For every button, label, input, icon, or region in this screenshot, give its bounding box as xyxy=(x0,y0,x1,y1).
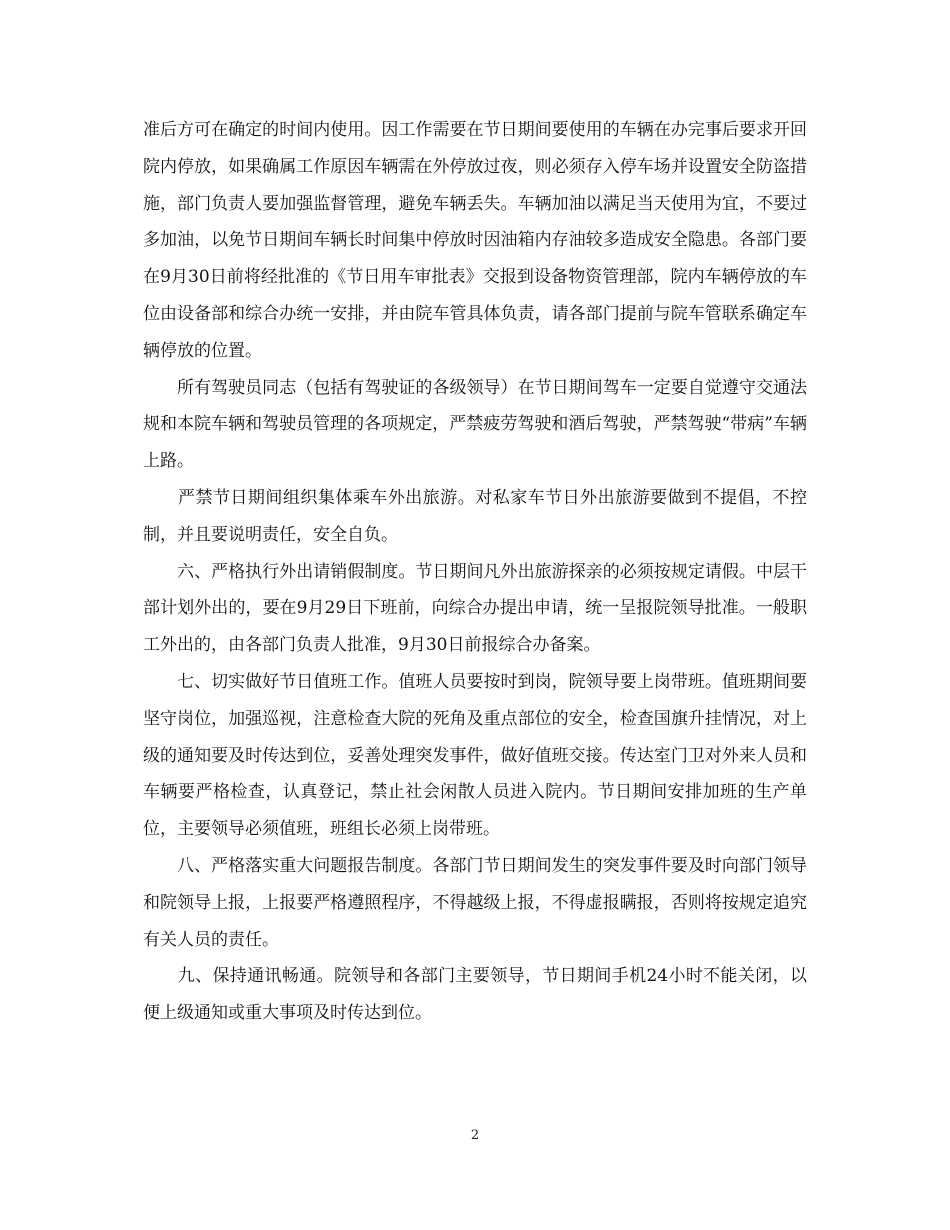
paragraph-incident-reporting: 八、严格落实重大问题报告制度。各部门节日期间发生的突发事件要及时向部门领导和院领导上报，上报要严格遵照程序，不得越级上报，不得虚报瞒报，否则将按规定追究有关人员的责任。 xyxy=(143,855,807,950)
paragraph-duty-work: 七、切实做好节日值班工作。值班人员要按时到岗，院领导要上岗带班。值班期间要坚守岗位，加强巡视，注意检查大院的死角及重点部位的安全，检查国旗升挂情况，对上级的通知要及时传达到位，妥善处理突发事件，做好值班交接。传达室门卫对外来人员和车辆要严格检查，认真登记，禁止社会闲散人员进入院内。节日期间安排加班的生产单位，主要领导必须值班，班组长必须上岗带班。 xyxy=(143,671,807,840)
paragraph-leave-system: 六、严格执行外出请销假制度。节日期间凡外出旅游探亲的必须按规定请假。中层干部计划外出的，要在9月29日下班前，向综合办提出申请，统一呈报院领导批准。一般职工外出的，由各部门负责人批准，9月30日前报综合办备案。 xyxy=(143,561,807,656)
paragraph-driver-rules: 所有驾驶员同志（包括有驾驶证的各级领导）在节日期间驾车一定要自觉遵守交通法规和本院车辆和驾驶员管理的各项规定，严禁疲劳驾驶和酒后驾驶，严禁驾驶“带病”车辆上路。 xyxy=(143,377,807,472)
paragraph-group-travel: 严禁节日期间组织集体乘车外出旅游。对私家车节日外出旅游要做到不提倡，不控制，并且要说明责任，安全自负。 xyxy=(143,487,807,545)
paragraph-communication: 九、保持通讯畅通。院领导和各部门主要领导，节日期间手机24小时不能关闭，以便上级通知或重大事项及时传达到位。 xyxy=(143,966,807,1024)
page-number: 2 xyxy=(470,1128,480,1143)
paragraph-vehicle-parking: 准后方可在确定的时间内使用。因工作需要在节日期间要使用的车辆在办完事后要求开回院内停放，如果确属工作原因车辆需在外停放过夜，则必须存入停车场并设置安全防盗措施，部门负责人要加强监督管理，避免车辆丢失。车辆加油以满足当天使用为宜，不要过多加油，以免节日期间车辆长时间集中停放时因油箱内存油较多造成安全隐患。各部门要在9月30日前将经批准的《节日用车审批表》交报到设备物资管理部，院内车辆停放的车位由设备部和综合办统一安排，并由院车管具体负责，请各部门提前与院车管联系确定车辆停放的位置。 xyxy=(143,120,807,361)
document-body xyxy=(143,112,807,1032)
